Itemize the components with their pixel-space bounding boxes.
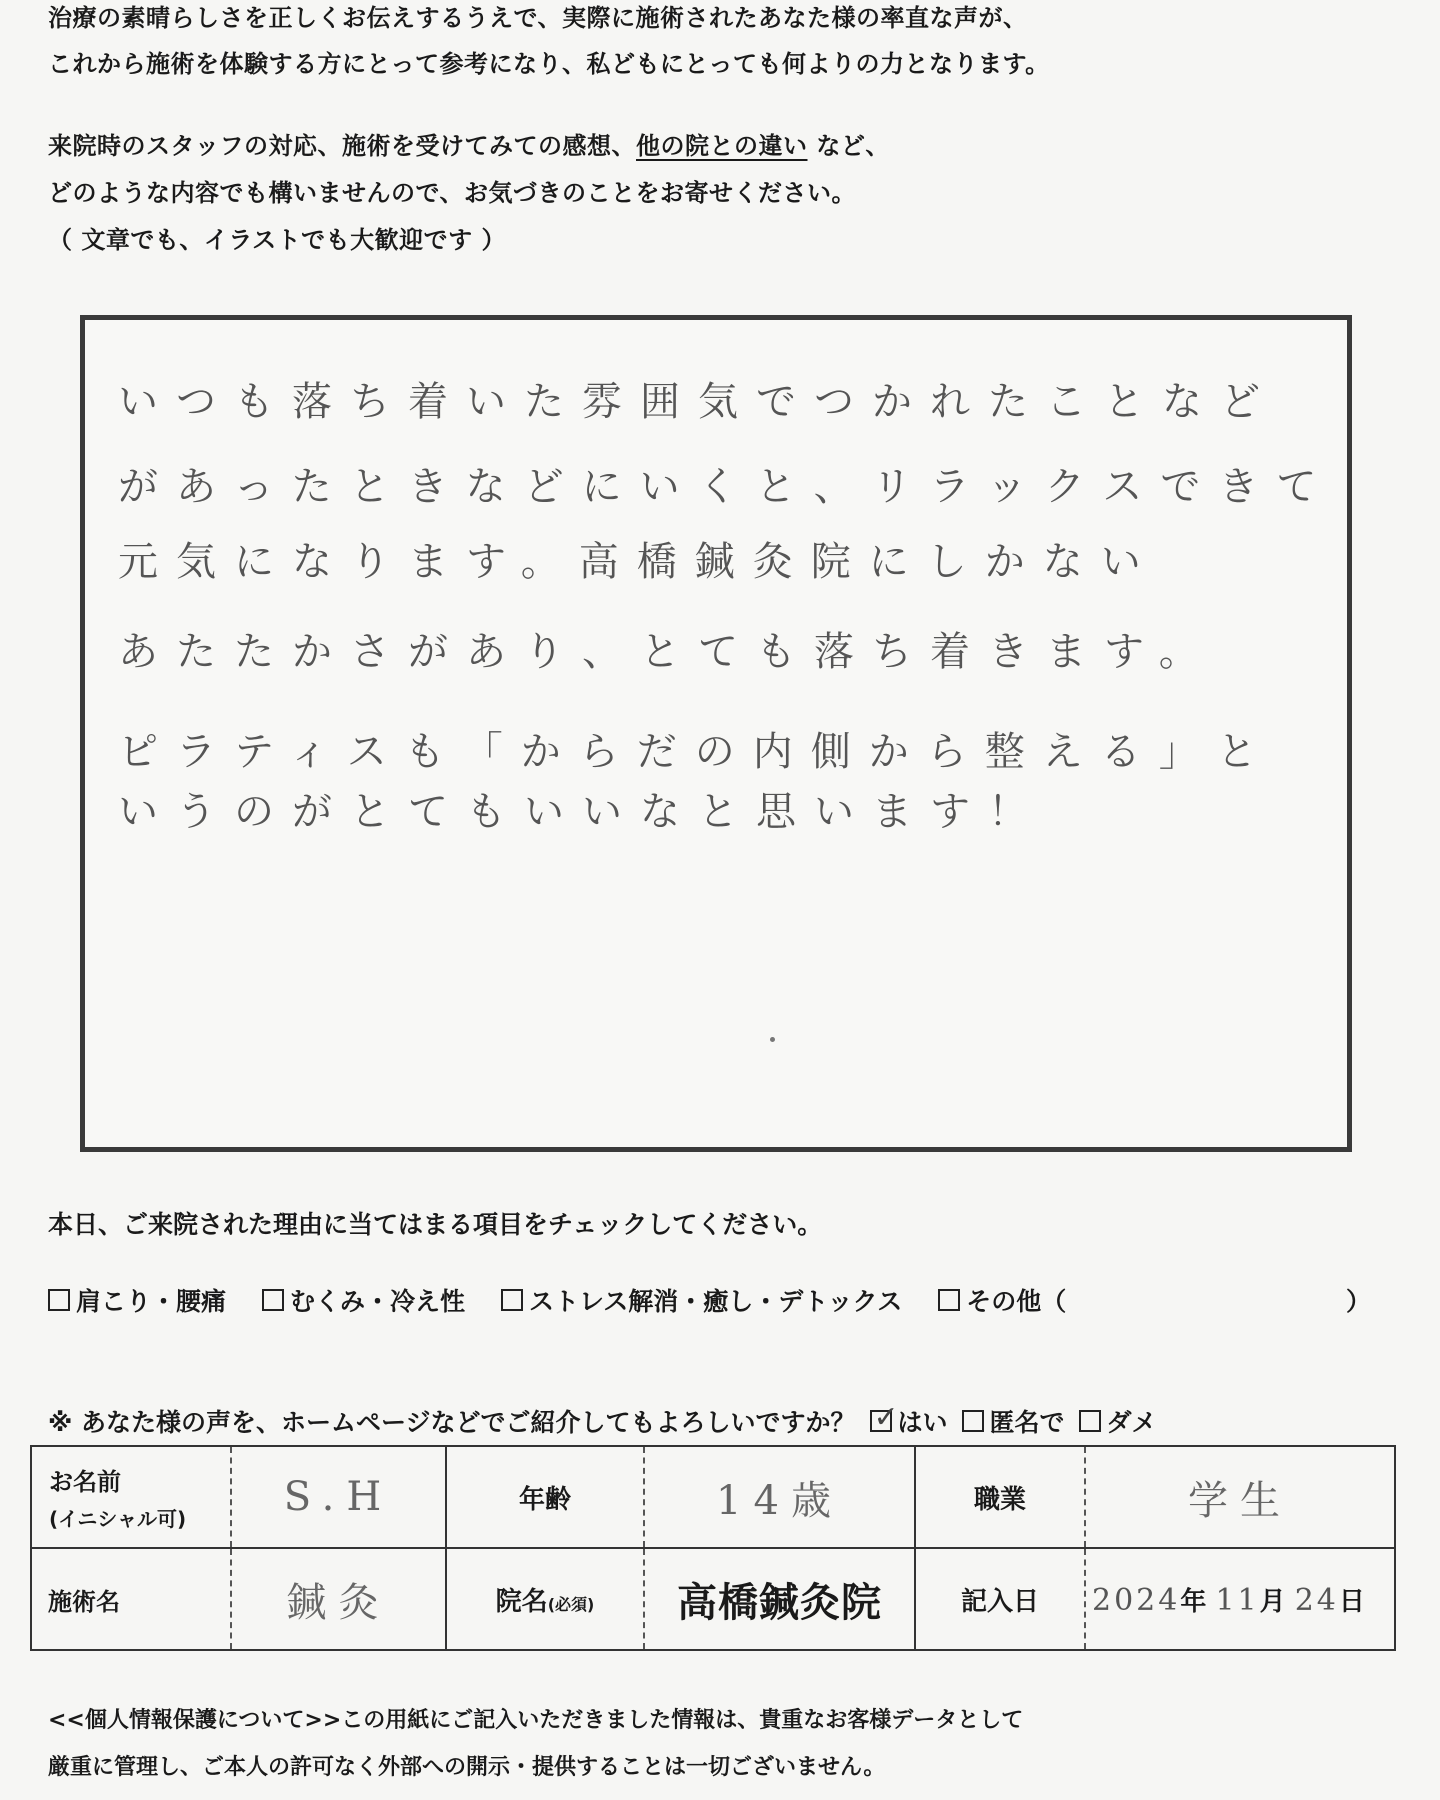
- handwritten-line: ピラティスも「からだの内側から整える」と: [118, 729, 1275, 775]
- permission-option-label: ダメ: [1106, 1408, 1157, 1437]
- checkbox[interactable]: [1079, 1410, 1101, 1432]
- date-day-unit: 日: [1338, 1586, 1365, 1617]
- name-sublabel: (イニシャル可): [49, 1507, 187, 1531]
- date-month: 11: [1215, 1582, 1260, 1618]
- clinic-field[interactable]: 高橋鍼灸院: [644, 1548, 915, 1650]
- reason-option-swelling-cold[interactable]: [262, 1282, 465, 1318]
- permission-row: [48, 1400, 1157, 1439]
- reason-option-shoulder-back[interactable]: [48, 1282, 226, 1318]
- reason-option-stress-relief[interactable]: [501, 1282, 902, 1318]
- checkbox[interactable]: [501, 1289, 523, 1311]
- intro-line-2: これから施術を体験する方にとって参考になり、私どもにとっても何よりの力となります。: [48, 50, 1050, 78]
- reason-option-other[interactable]: [938, 1282, 1066, 1318]
- handwritten-line: あたたかさがあり、とても落ち着きます。: [118, 629, 1217, 675]
- date-day: 24: [1294, 1582, 1339, 1618]
- date-label: 記入日: [915, 1548, 1085, 1650]
- handwritten-line: があったときなどにいくと、リラックスできて: [118, 464, 1335, 510]
- intro-line-1: 治療の素晴らしさを正しくお伝えするうえで、実際に施術されたあなた様の率直な声が、: [48, 4, 1028, 32]
- permission-option-anonymous[interactable]: [962, 1403, 1065, 1439]
- date-year: 2024: [1092, 1582, 1181, 1618]
- ink-dot: [770, 1037, 775, 1042]
- checkbox[interactable]: [262, 1289, 284, 1311]
- permission-option-label: 匿名で: [989, 1408, 1065, 1437]
- intro-line-3-after: など、: [816, 132, 890, 160]
- table-row: [31, 1446, 1395, 1548]
- handwritten-line: いつも落ち着いた雰囲気でつかれたことなど: [118, 379, 1278, 425]
- age-label: 年齢: [446, 1446, 644, 1548]
- info-table: [30, 1445, 1396, 1651]
- permission-option-yes[interactable]: [870, 1400, 948, 1439]
- intro-line-3: [48, 128, 890, 164]
- checkbox-checked[interactable]: [870, 1400, 899, 1435]
- permission-option-no[interactable]: [1079, 1403, 1157, 1439]
- date-year-unit: 年: [1180, 1586, 1207, 1617]
- intro-line-3-before: 来院時のスタッフの対応、施術を受けてみての感想、: [48, 132, 636, 160]
- name-label: お名前: [49, 1468, 121, 1496]
- table-row: [31, 1548, 1395, 1650]
- handwritten-line: いうのがとてもいいなと思います！: [118, 789, 1046, 835]
- treatment-field[interactable]: 鍼灸: [231, 1548, 446, 1650]
- reason-option-label: その他（: [966, 1287, 1067, 1316]
- handwritten-line: 元気になります。高橋鍼灸院にしかない: [118, 539, 1159, 585]
- name-label-cell: [31, 1446, 231, 1548]
- reason-option-label: ストレス解消・癒し・デトックス: [529, 1287, 903, 1316]
- reason-options: [48, 1282, 1102, 1318]
- clinic-label-cell: [446, 1548, 644, 1650]
- intro-line-5: （ 文章でも、イラストでも大歓迎です ）: [48, 226, 506, 254]
- clinic-label: 院名: [495, 1586, 548, 1617]
- intro-underlined-phrase: 他の院との違い: [636, 132, 808, 160]
- permission-option-label: はい: [897, 1408, 948, 1437]
- checkbox[interactable]: [938, 1289, 960, 1311]
- reason-question: 本日、ご来院された理由に当てはまる項目をチェックしてください。: [48, 1210, 823, 1239]
- other-close-paren: ）: [1346, 1287, 1372, 1316]
- date-month-unit: 月: [1259, 1586, 1286, 1617]
- check-mark-icon: ✓: [873, 1400, 899, 1435]
- checkbox[interactable]: [962, 1410, 984, 1432]
- clinic-required-note: (必須): [547, 1594, 595, 1614]
- checkbox[interactable]: [48, 1289, 70, 1311]
- intro-line-4: どのような内容でも構いませんので、お気づきのことをお寄せください。: [48, 179, 857, 207]
- treatment-label: 施術名: [31, 1548, 231, 1650]
- date-field[interactable]: [1085, 1548, 1395, 1650]
- reason-option-label: 肩こり・腰痛: [76, 1287, 227, 1316]
- job-label: 職業: [915, 1446, 1085, 1548]
- privacy-line-1: <<個人情報保護について>>この用紙にご記入いただきました情報は、貴重なお客様データとして: [48, 1708, 1024, 1733]
- privacy-line-2: 厳重に管理し、ご本人の許可なく外部への開示・提供することは一切ございません。: [48, 1755, 886, 1780]
- permission-question: ※ あなた様の声を、ホームページなどでご紹介してもよろしいですか？: [48, 1408, 856, 1437]
- age-field[interactable]: 14歳: [644, 1446, 915, 1548]
- name-field[interactable]: S.H: [231, 1446, 446, 1548]
- reason-option-label: むくみ・冷え性: [290, 1287, 466, 1316]
- job-field[interactable]: 学生: [1085, 1446, 1395, 1548]
